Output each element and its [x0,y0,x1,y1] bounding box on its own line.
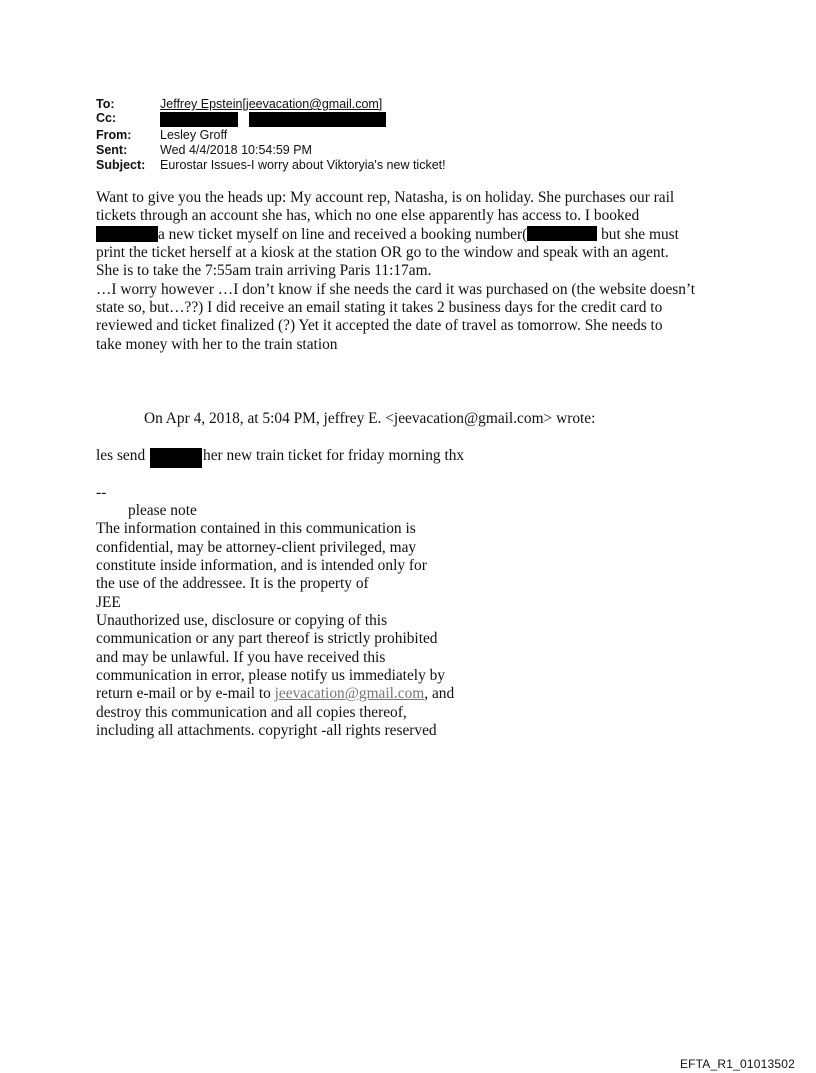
quoted-text: her new train ticket for friday morning thx [203,447,465,464]
body-line: reviewed and ticket finalized (?) Yet it accepted the date of travel as tomorrow. She needs to [96,317,663,334]
body-line: take money with her to the train station [96,336,338,353]
disclaimer-line: destroy this communication and all copies thereof, [96,704,407,721]
subject-label: Subject: [96,158,146,172]
sent-label: Sent: [96,143,128,157]
signature-note: please note [128,502,197,519]
to-value: Jeffrey Epstein[jeevacation@gmail.com] [160,97,383,111]
disclaimer-line: constitute inside information, and is intended only for [96,557,427,574]
disclaimer-line: JEE [96,594,121,611]
quoted-text: les send [96,447,146,464]
redaction-box [160,112,238,127]
disclaimer-line: communication or any part thereof is strictly prohibited [96,630,438,647]
redaction-box [249,112,386,127]
disclaimer-line: communication in error, please notify us immediately by [96,667,446,684]
booking-number-redacted [527,226,597,241]
body-line: Want to give you the heads up: My account rep, Natasha, is on holiday. She purchases our rail [96,189,675,206]
body-text: but she must [597,226,679,243]
disclaimer-line: the use of the addressee. It is the property of [96,575,369,592]
body-line: tickets through an account she has, which no one else apparently has access to. I booked [96,207,640,224]
body-line: …I worry however …I don’t know if she needs the card it was purchased on (the website doesn’t [96,281,696,298]
disclaimer-line [96,685,454,703]
disclaimer-text: return e-mail or by e-mail to [96,685,275,702]
disclaimer-line: confidential, may be attorney-client privileged, may [96,539,417,556]
from-label: From: [96,128,132,142]
cc-label: Cc: [96,111,117,125]
quoted-message-line [203,447,464,465]
disclaimer-line: The information contained in this communication is [96,520,416,537]
from-value: Lesley Groff [160,128,228,142]
quoted-attribution: On Apr 4, 2018, at 5:04 PM, jeffrey E. <jeevacation@gmail.com> wrote: [144,410,596,427]
redaction-box [96,226,158,242]
disclaimer-line: Unauthorized use, disclosure or copying of this [96,612,388,629]
disclaimer-text: , and [424,685,455,702]
body-line: print the ticket herself at a kiosk at the station OR go to the window and speak with an agent. [96,244,669,261]
disclaimer-line: and may be unlawful. If you have received this [96,649,386,666]
sent-value: Wed 4/4/2018 10:54:59 PM [160,143,312,157]
signature-dashes: -- [96,484,107,501]
to-label: To: [96,97,115,111]
document-id: EFTA_R1_01013502 [679,1057,795,1071]
email-link[interactable]: jeevacation@gmail.com [274,685,425,702]
body-line [158,226,679,244]
body-text: a new ticket myself on line and received a booking number( [158,226,528,243]
subject-value: Eurostar Issues-I worry about Viktoryia's new ticket! [160,158,446,172]
quoted-message-line [96,447,145,465]
redaction-box [150,448,202,468]
body-line: She is to take the 7:55am train arriving Paris 11:17am. [96,262,432,279]
body-line: state so, but…??) I did receive an email stating it takes 2 business days for the credit card to [96,299,663,316]
disclaimer-line: including all attachments. copyright -all rights reserved [96,722,437,739]
